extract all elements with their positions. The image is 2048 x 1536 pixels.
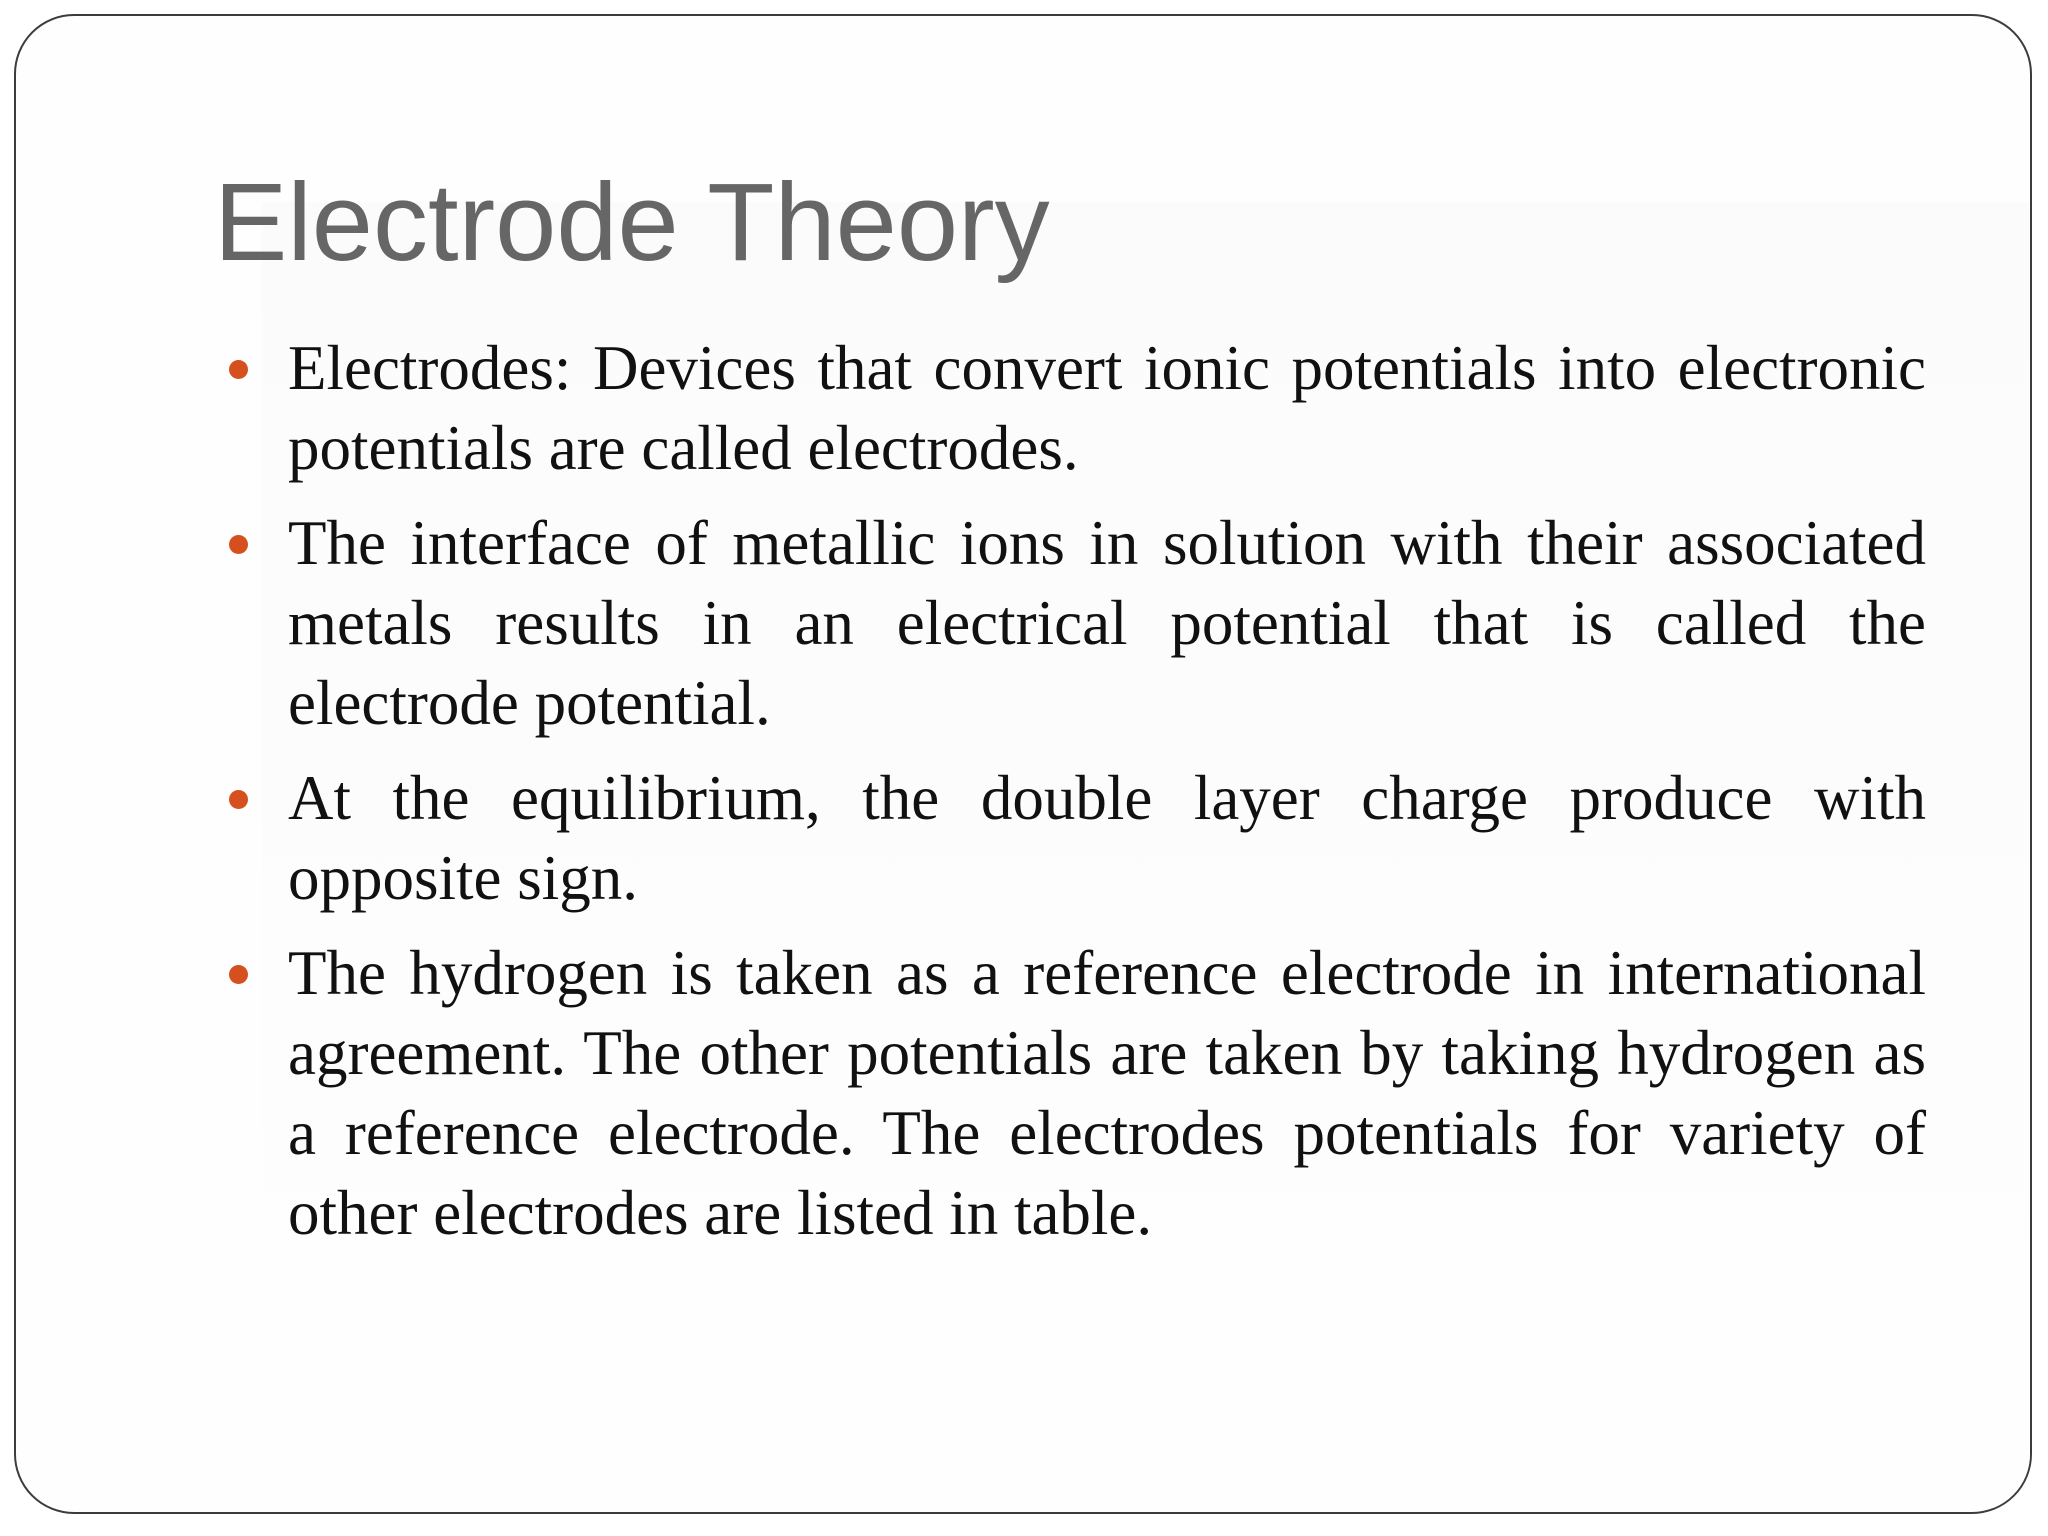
bullet-item (218, 758, 1926, 918)
bullet-dot-icon (229, 360, 248, 379)
bullet-dot-icon (229, 790, 248, 809)
bullet-item (218, 503, 1926, 743)
bullet-dot-icon (229, 965, 248, 984)
bullet-text: The interface of metallic ions in solution with their associated metals results in an electrical potential that is called the electrode potential. (288, 508, 1926, 738)
bullet-list (218, 328, 1926, 1268)
bullet-item (218, 933, 1926, 1253)
bullet-text: At the equilibrium, the double layer charge produce with opposite sign. (288, 763, 1926, 913)
bullet-text: The hydrogen is taken as a reference electrode in international agreement. The other potentials are taken by taking hydrogen as a reference electrode. The electrodes potentials for variety of other electrodes are listed in table. (288, 938, 1926, 1248)
bullet-dot-icon (229, 535, 248, 554)
bullet-text: Electrodes: Devices that convert ionic potentials into electronic potentials are called electrodes. (288, 333, 1926, 483)
bullet-item (218, 328, 1926, 488)
slide-title: Electrode Theory (214, 161, 1050, 284)
